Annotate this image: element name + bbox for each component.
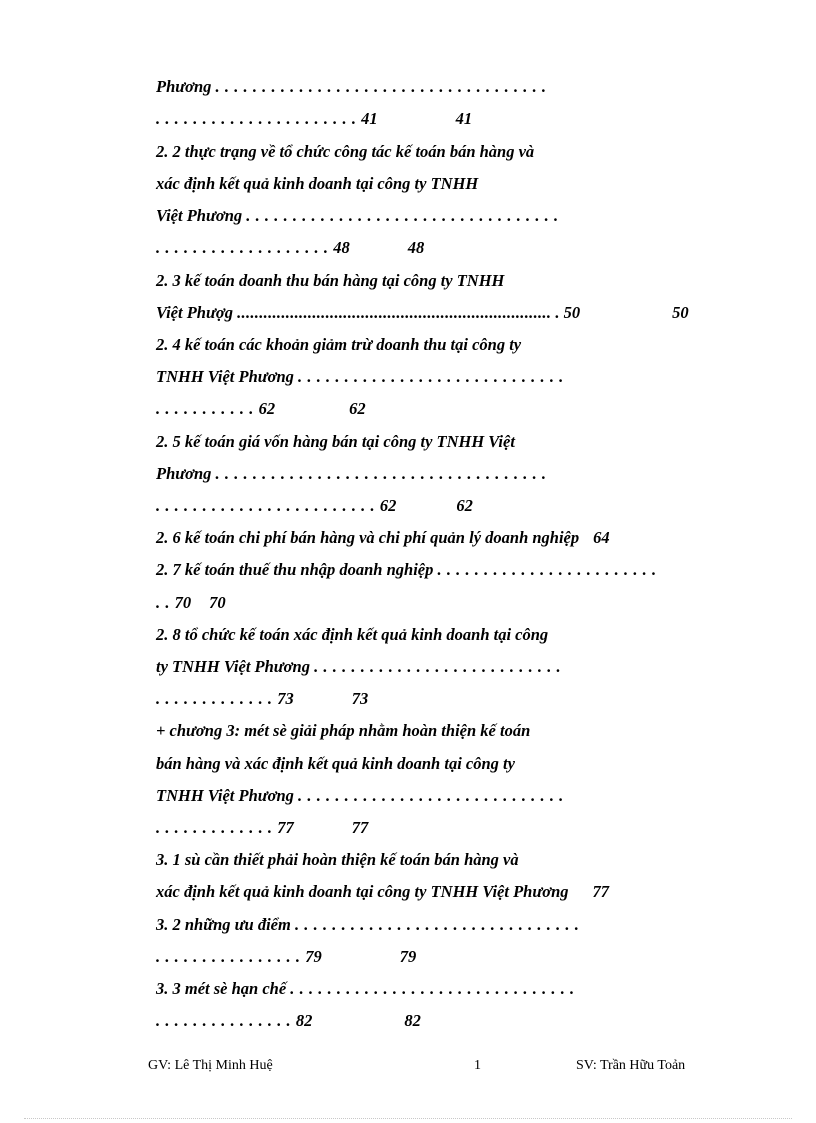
toc-line: bán hàng và xác định kết quả kinh doanh tại công ty xyxy=(156,754,515,773)
page-number: 77 xyxy=(592,882,610,901)
toc-line: xác định kết quả kinh doanh tại công ty TNHH Việt Phương 77 xyxy=(156,882,610,901)
page-number: 82 xyxy=(404,1011,421,1030)
page-number: 62 xyxy=(349,399,366,418)
toc-line: ..70 70 xyxy=(156,593,226,612)
page-number: 62 xyxy=(456,496,473,515)
toc-line: Phương .................................... xyxy=(156,464,552,483)
toc-line: ........................62 62 xyxy=(156,496,473,515)
toc-line: .............77 77 xyxy=(156,818,369,837)
page-number: 79 xyxy=(399,947,417,966)
toc-line: + chương 3: mét sè giải pháp nhằm hoàn thiện kế toán xyxy=(156,721,531,740)
footer-page-number: 1 xyxy=(474,1058,481,1073)
toc-line: ...................48 48 xyxy=(156,238,425,257)
page-number: 77 xyxy=(351,818,369,837)
toc-line: 2. 8 tổ chức kế toán xác định kết quả kinh doanh tại công xyxy=(156,625,549,644)
toc-line: ty TNHH Việt Phương ........................... xyxy=(156,657,566,676)
toc-line: Việt Phượg ....................................................................... . 50 50 xyxy=(156,303,689,322)
page-number: 79 xyxy=(305,947,322,966)
toc-line: 3. 3 mét sè hạn chế ............................... xyxy=(156,979,580,998)
page-number: 41 xyxy=(361,109,378,128)
toc-line: 3. 1 sù cần thiết phải hoàn thiện kế toán bán hàng và xyxy=(156,850,519,869)
toc-line: ................79 79 xyxy=(156,947,417,966)
page-number: 48 xyxy=(333,238,350,257)
toc-line: xác định kết quả kinh doanh tại công ty TNHH xyxy=(156,174,479,193)
page-number: 62 xyxy=(379,496,397,515)
page-number: 64 xyxy=(593,528,610,547)
footer-lecturer: GV: Lê Thị Minh Huệ xyxy=(148,1058,273,1073)
page-number: 48 xyxy=(407,238,425,257)
toc-line: ...............82 82 xyxy=(156,1011,421,1030)
page-number: 70 xyxy=(209,593,226,612)
toc-line: TNHH Việt Phương ............................. xyxy=(156,367,569,386)
page-number: 73 xyxy=(351,689,369,708)
toc-line: 2. 5 kế toán giá vốn hàng bán tại công ty TNHH Việt xyxy=(156,432,515,451)
page-number: 62 xyxy=(258,399,276,418)
toc-line: Việt Phương .................................. xyxy=(156,206,564,225)
page-number: 41 xyxy=(455,109,473,128)
page-bottom-divider xyxy=(24,1118,792,1119)
toc-line: 2. 7 kế toán thuế thu nhập doanh nghiệp ........................ xyxy=(156,560,662,579)
page-number: 50 xyxy=(672,303,689,322)
toc-line: 3. 2 những ưu điểm ............................... xyxy=(156,915,585,934)
page-number: 77 xyxy=(277,818,294,837)
toc-line: ...........62 62 xyxy=(156,399,366,418)
toc-line: 2. 4 kế toán các khoản giảm trừ doanh thu tại công ty xyxy=(156,335,522,354)
toc-line: .............73 73 xyxy=(156,689,369,708)
page-number: 50 xyxy=(563,303,581,322)
toc-line: Phương .................................... xyxy=(156,77,552,96)
page-number: 70 xyxy=(174,593,192,612)
toc-line: 2. 6 kế toán chi phí bán hàng và chi phí quản lý doanh nghiệp 64 xyxy=(156,528,610,547)
page-number: 82 xyxy=(295,1011,313,1030)
footer-student: SV: Trần Hữu Toản xyxy=(576,1058,686,1073)
toc-line: TNHH Việt Phương ............................. xyxy=(156,786,569,805)
page-number: 73 xyxy=(277,689,294,708)
toc-line: 2. 3 kế toán doanh thu bán hàng tại công ty TNHH xyxy=(156,271,505,290)
toc-line: 2. 2 thực trạng về tổ chức công tác kế toán bán hàng và xyxy=(156,142,535,161)
toc-line: ......................41 41 xyxy=(156,109,473,128)
